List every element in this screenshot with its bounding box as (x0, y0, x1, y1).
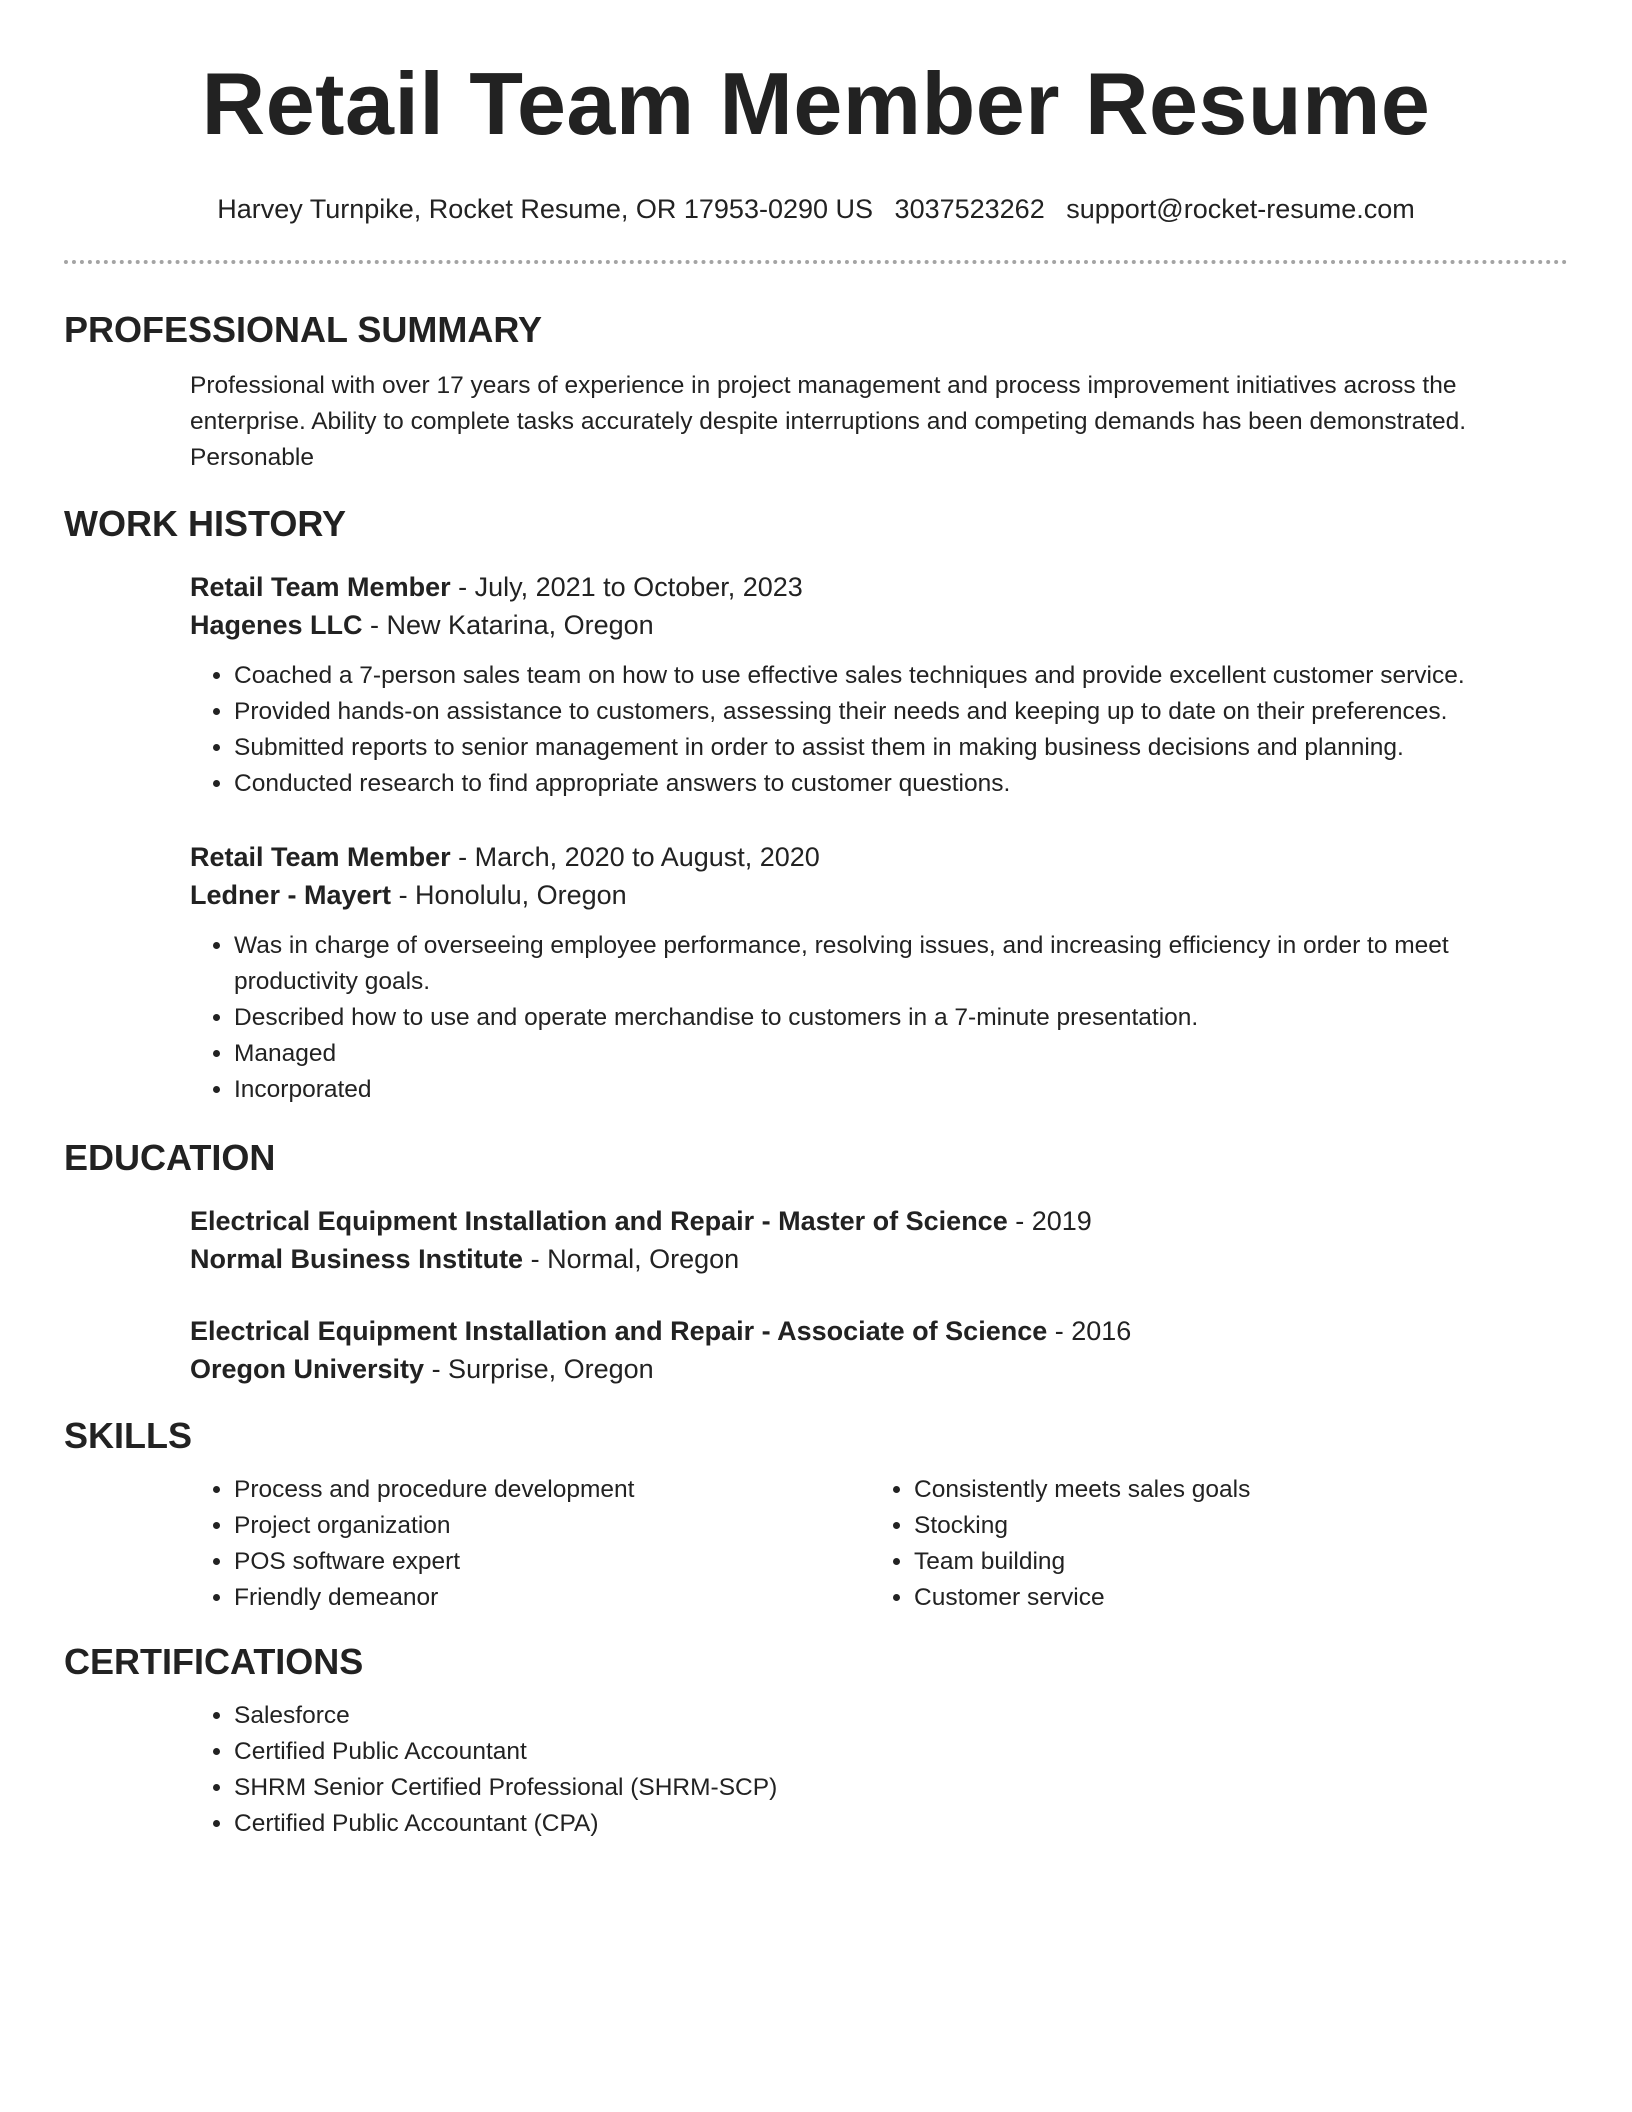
skill-item: • Friendly demeanor (234, 1580, 870, 1616)
school-location: - Normal, Oregon (523, 1244, 740, 1274)
degree-year: - 2016 (1047, 1316, 1132, 1346)
resume-title: Retail Team Member Resume (201, 54, 1431, 153)
summary-text: Professional with over 17 years of experience in project management and process improvement initiatives across the enterprise. Ability to complete tasks accurately despite interruptions and competing demands has been demonstrated. Personable (190, 372, 1467, 471)
job-bullet: • Incorporated (234, 1072, 1568, 1108)
job-bullets (190, 658, 1568, 802)
job-bullet: • Submitted reports to senior management in order to assist them in making business decisions and planning. (234, 730, 1568, 766)
job-bullets (190, 928, 1568, 1108)
education-entry (190, 1312, 1568, 1388)
job-location: - New Katarina, Oregon (362, 610, 654, 640)
contact-phone: 3037523262 (894, 194, 1045, 224)
job-bullet: • Conducted research to find appropriate answers to customer questions. (234, 766, 1568, 802)
degree-name: Electrical Equipment Installation and Repair - Master of Science (190, 1206, 1008, 1236)
education-entry (190, 1202, 1568, 1278)
school-name: Normal Business Institute (190, 1244, 524, 1274)
degree-year: - 2019 (1007, 1206, 1092, 1236)
certifications-body (190, 1698, 1568, 1842)
skill-item: • Consistently meets sales goals (914, 1472, 1550, 1508)
certification-item: • Salesforce (234, 1698, 1568, 1734)
skills-heading: SKILLS (64, 1415, 193, 1456)
skills-column-right (870, 1472, 1550, 1616)
school-location: - Surprise, Oregon (424, 1354, 654, 1384)
summary-heading: PROFESSIONAL SUMMARY (64, 309, 543, 350)
education-heading: EDUCATION (64, 1137, 276, 1178)
job-bullet: • Described how to use and operate merchandise to customers in a 7-minute presentation. (234, 1000, 1568, 1036)
job-dates: - July, 2021 to October, 2023 (450, 572, 803, 602)
skills-section (64, 1414, 1568, 1616)
contact-info (64, 192, 1568, 226)
job-location: - Honolulu, Oregon (391, 880, 627, 910)
skills-column-left (190, 1472, 870, 1616)
job-dates: - March, 2020 to August, 2020 (450, 842, 820, 872)
header-divider (64, 260, 1568, 264)
certification-item: • SHRM Senior Certified Professional (SHRM-SCP) (234, 1770, 1568, 1806)
degree-name: Electrical Equipment Installation and Repair - Associate of Science (190, 1316, 1048, 1346)
contact-address: Harvey Turnpike, Rocket Resume, OR 17953-0290 US (217, 194, 874, 224)
certifications-list (190, 1698, 1568, 1842)
certifications-section (64, 1640, 1568, 1842)
job-title-line (190, 568, 1568, 606)
degree-line (190, 1202, 1568, 1240)
skill-item: • Process and procedure development (234, 1472, 870, 1508)
job-bullet: • Managed (234, 1036, 1568, 1072)
job-bullet: • Coached a 7-person sales team on how to use effective sales techniques and provide excellent customer service. (234, 658, 1568, 694)
skills-grid (190, 1472, 1568, 1616)
job-company-line (190, 606, 1568, 644)
school-name: Oregon University (190, 1354, 425, 1384)
degree-line (190, 1312, 1568, 1350)
contact-email: support@rocket-resume.com (1066, 194, 1415, 224)
work-history-heading: WORK HISTORY (64, 503, 347, 544)
job-title-line (190, 838, 1568, 876)
job-bullet: • Provided hands-on assistance to customers, assessing their needs and keeping up to date on their preferences. (234, 694, 1568, 730)
education-section (64, 1136, 1568, 1388)
certifications-heading: CERTIFICATIONS (64, 1641, 364, 1682)
job-title: Retail Team Member (190, 842, 451, 872)
job-company: Hagenes LLC (190, 610, 363, 640)
job-bullet: • Was in charge of overseeing employee performance, resolving issues, and increasing efficiency in order to meet productivity goals. (234, 928, 1568, 1000)
skill-item: • Stocking (914, 1508, 1550, 1544)
certification-item: • Certified Public Accountant (CPA) (234, 1806, 1568, 1842)
certification-item: • Certified Public Accountant (234, 1734, 1568, 1770)
school-line (190, 1350, 1568, 1388)
skill-item: • Team building (914, 1544, 1550, 1580)
job-entry (190, 568, 1568, 802)
job-company-line (190, 876, 1568, 914)
skill-item: • Project organization (234, 1508, 870, 1544)
job-company: Ledner - Mayert (190, 880, 392, 910)
skill-item: • Customer service (914, 1580, 1550, 1616)
summary-section (64, 308, 1568, 476)
job-title: Retail Team Member (190, 572, 451, 602)
work-history-section (64, 502, 1568, 1108)
job-entry (190, 838, 1568, 1108)
skill-item: • POS software expert (234, 1544, 870, 1580)
school-line (190, 1240, 1568, 1278)
